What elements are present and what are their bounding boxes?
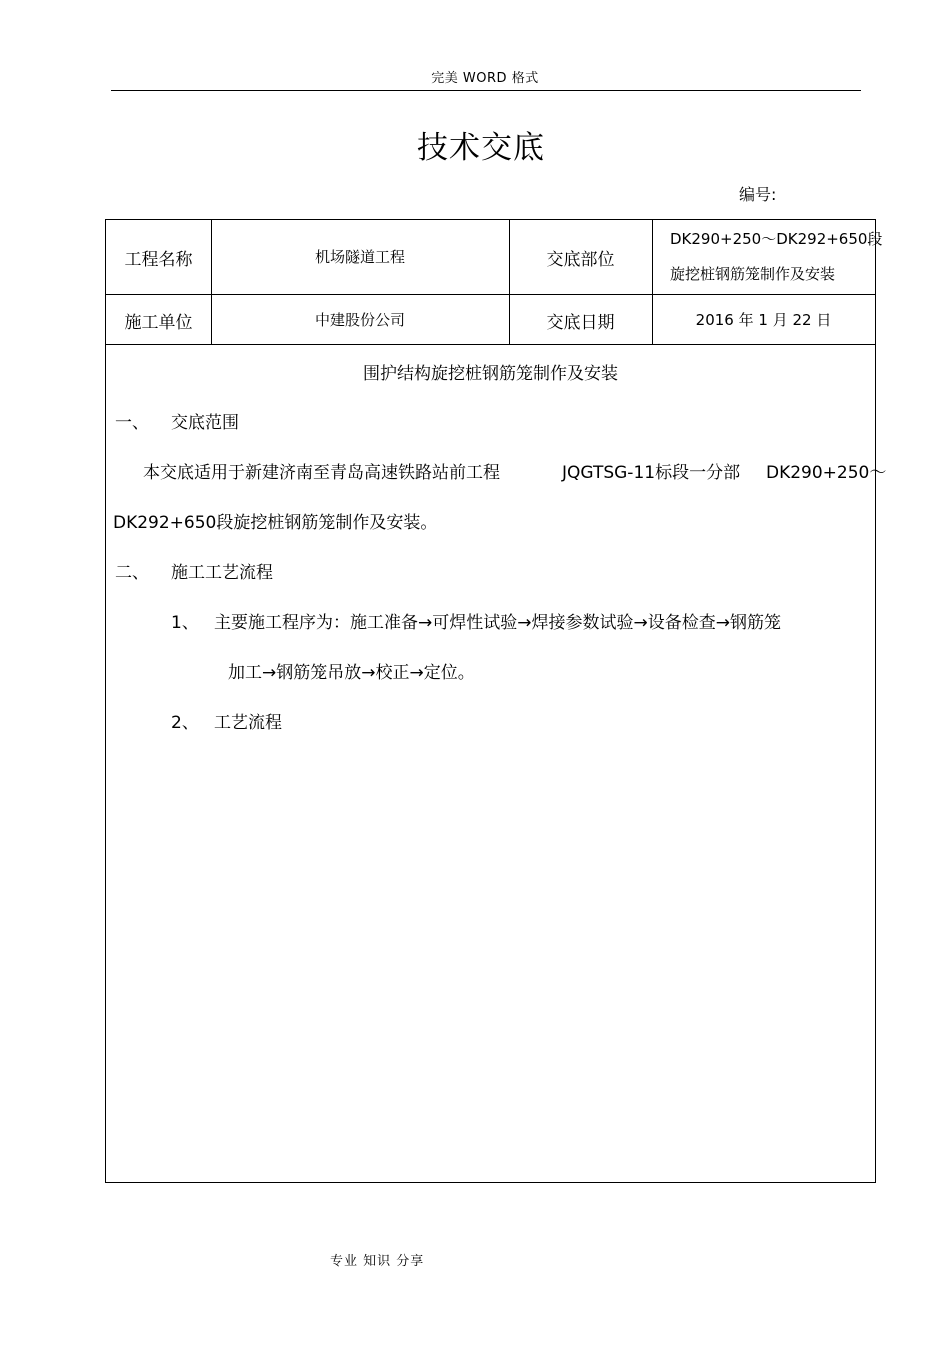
scope-text-line2: DK292+650段旋挖桩钢筋笼制作及安装。 bbox=[113, 513, 438, 533]
item-number: 1、 bbox=[171, 613, 199, 633]
page-header: 完美 WORD 格式 bbox=[431, 71, 539, 86]
section-number: 一、 bbox=[115, 413, 149, 433]
label-disclosure-date: 交底日期 bbox=[546, 313, 615, 333]
label-construction-unit: 施工单位 bbox=[124, 313, 193, 333]
scope-text-part1: 本交底适用于新建济南至青岛高速铁路站前工程 bbox=[143, 463, 500, 483]
section-title-scope: 交底范围 bbox=[171, 413, 239, 433]
section-title-process: 施工工艺流程 bbox=[171, 563, 273, 583]
disclosure-table bbox=[105, 219, 887, 1183]
section-number: 二、 bbox=[115, 563, 149, 583]
table-row-divider bbox=[106, 294, 875, 295]
disclosure-part-line1: DK290+250～DK292+650段 bbox=[670, 230, 883, 248]
disclosure-part-line2: 旋挖桩钢筋笼制作及安装 bbox=[670, 265, 836, 283]
scope-text-part3: DK290+250～ bbox=[766, 463, 887, 483]
item-number: 2、 bbox=[171, 713, 199, 733]
page-footer: 专业 知识 分享 bbox=[330, 1254, 425, 1269]
document-title: 技术交底 bbox=[417, 130, 545, 166]
item-title-process-flow: 工艺流程 bbox=[214, 713, 282, 733]
disclosure-date: 2016 年 1 月 22 日 bbox=[695, 311, 832, 329]
header-rule bbox=[111, 90, 861, 91]
label-disclosure-part: 交底部位 bbox=[546, 250, 615, 270]
content-subtitle: 围护结构旋挖桩钢筋笼制作及安装 bbox=[363, 364, 618, 384]
document-number-label: 编号: bbox=[739, 185, 777, 204]
procedure-text-line2: 加工→钢筋笼吊放→校正→定位。 bbox=[228, 663, 475, 683]
label-project-name: 工程名称 bbox=[124, 250, 193, 270]
table-row-divider bbox=[106, 344, 875, 345]
project-name: 机场隧道工程 bbox=[314, 248, 405, 266]
construction-unit: 中建股份公司 bbox=[314, 311, 405, 329]
procedure-text-line1: 主要施工程序为：施工准备→可焊性试验→焊接参数试验→设备检查→钢筋笼 bbox=[214, 613, 781, 633]
scope-text-part2: JQGTSG-11标段一分部 bbox=[562, 463, 741, 483]
